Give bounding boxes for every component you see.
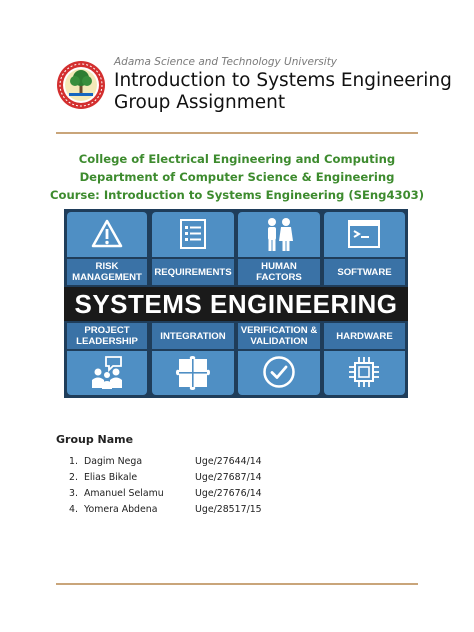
list-item	[64, 488, 364, 502]
checklist-icon	[178, 218, 208, 250]
member-name: Dagim Nega	[84, 456, 143, 467]
college-name: College of Electrical Engineering and Computing	[78, 152, 396, 166]
member-id: Uge/28517/15	[195, 504, 262, 515]
document-title-line2: Group Assignment	[114, 92, 286, 113]
label-verification-validation: VERIFICATION & VALIDATION	[238, 323, 320, 349]
team-icon	[89, 355, 125, 391]
member-name: Elias Bikale	[84, 472, 138, 483]
check-circle-icon	[262, 355, 296, 389]
label-requirements: REQUIREMENTS	[152, 259, 234, 285]
member-id: Uge/27676/14	[195, 488, 262, 499]
tile-verification-validation	[238, 351, 320, 395]
label-hardware: HARDWARE	[324, 323, 405, 349]
document-title-line1: Introduction to Systems Engineering	[114, 70, 452, 91]
systems-engineering-banner: SYSTEMS ENGINEERING	[64, 287, 408, 321]
systems-engineering-graphic	[64, 209, 408, 398]
member-number: 1.	[69, 456, 78, 467]
member-number: 4.	[69, 504, 78, 515]
tile-project-leadership	[67, 351, 147, 395]
list-item	[64, 472, 364, 486]
top-divider	[56, 132, 418, 134]
warning-icon	[91, 218, 123, 250]
member-id: Uge/27687/14	[195, 472, 262, 483]
document-header	[56, 54, 452, 130]
label-software: SOFTWARE	[324, 259, 405, 285]
people-icon	[262, 217, 296, 253]
tile-human-factors	[238, 212, 320, 257]
list-item	[64, 456, 364, 470]
puzzle-icon	[176, 356, 210, 390]
member-name: Amanuel Selamu	[84, 488, 164, 499]
tile-integration	[152, 351, 234, 395]
terminal-icon	[347, 219, 381, 249]
group-name-heading: Group Name	[56, 433, 134, 446]
label-integration: INTEGRATION	[152, 323, 234, 349]
member-id: Uge/27644/14	[195, 456, 262, 467]
list-item	[64, 504, 364, 518]
course-name: Course: Introduction to Systems Engineering (SEng4303)	[49, 188, 425, 202]
member-name: Yomera Abdena	[84, 504, 158, 515]
tile-software	[324, 212, 405, 257]
tile-risk-management	[67, 212, 147, 257]
department-name: Department of Computer Science & Engineering	[79, 170, 395, 184]
chip-icon	[347, 355, 381, 389]
member-number: 3.	[69, 488, 78, 499]
bottom-divider	[56, 583, 418, 585]
member-number: 2.	[69, 472, 78, 483]
label-human-factors: HUMAN FACTORS	[238, 259, 320, 285]
tile-hardware	[324, 351, 405, 395]
university-name: Adama Science and Technology University	[114, 56, 338, 68]
label-risk-management: RISK MANAGEMENT	[67, 259, 147, 285]
label-project-leadership: PROJECT LEADERSHIP	[67, 323, 147, 349]
tile-requirements	[152, 212, 234, 257]
university-logo	[56, 60, 106, 110]
